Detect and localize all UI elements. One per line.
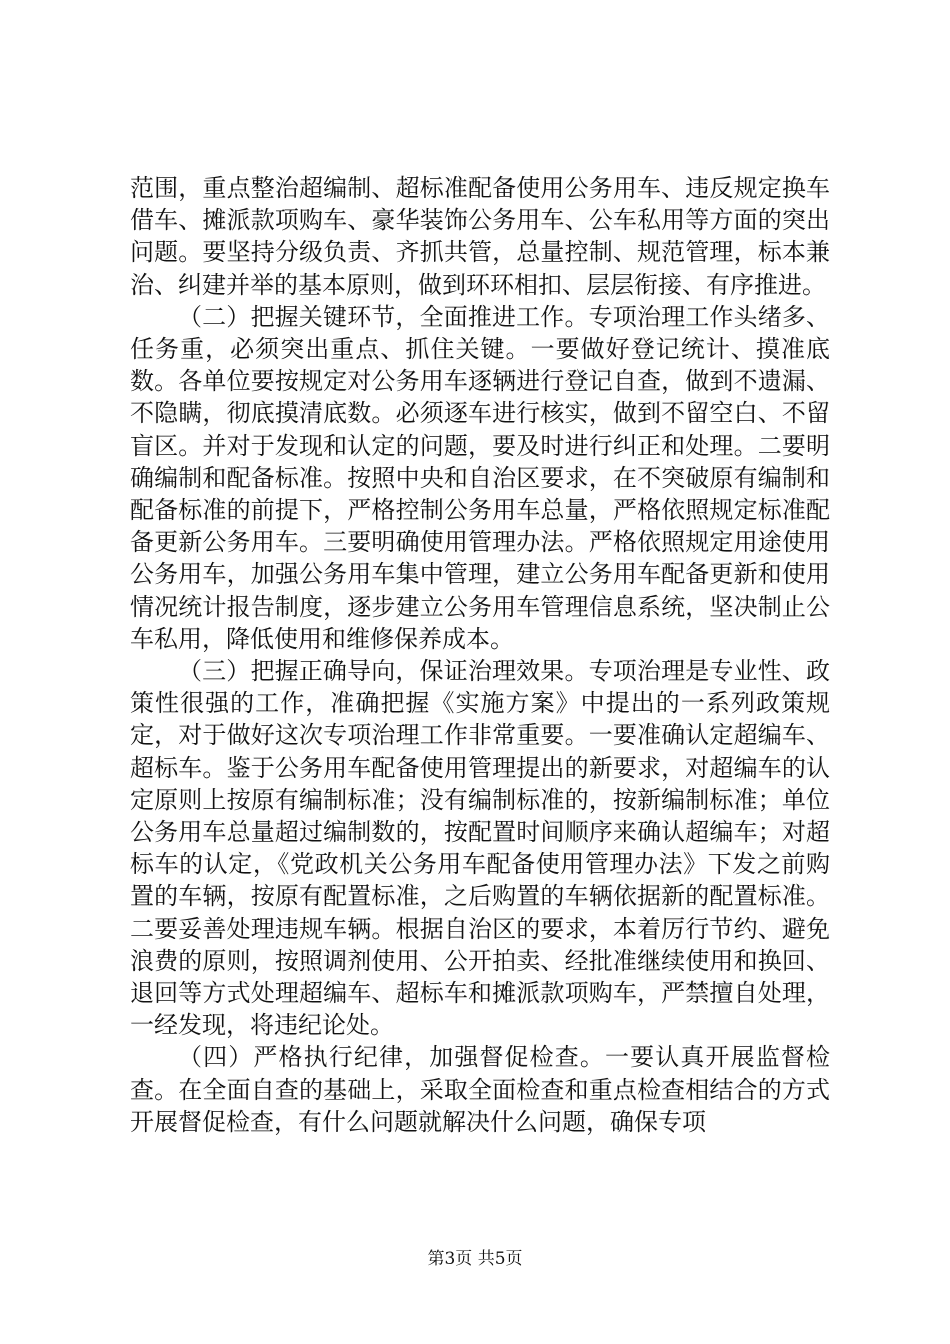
page-number-footer: 第3页 共5页: [427, 1249, 523, 1269]
paragraph-section-4: （四）严格执行纪律，加强督促检查。一要认真开展监督检查。在全面自查的基础上，采取全面检查和重点检查相结合的方式开展督促检查，有什么问题就解决什么问题，确保专项: [130, 1043, 830, 1136]
body-text: [130, 172, 830, 1138]
paragraph-section-2: （二）把握关键环节，全面推进工作。专项治理工作头绪多、任务重，必须突出重点、抓住关键。一要做好登记统计、摸准底数。各单位要按规定对公务用车逐辆进行登记自查，做到不遗漏、不隐瞒，彻底摸清底数。必须逐车进行核实，做到不留空白、不留盲区。并对于发现和认定的问题，要及时进行纠正和处理。二要明确编制和配备标准。按照中央和自治区要求，在不突破原有编制和配备标准的前提下，严格控制公务用车总量，严格依照规定标准配备更新公务用车。三要明确使用管理办法。严格依照规定用途使用公务用车，加强公务用车集中管理，建立公务用车配备更新和使用情况统计报告制度，逐步建立公务用车管理信息系统，坚决制止公车私用，降低使用和维修保养成本。: [130, 302, 830, 653]
paragraph-section-3: （三）把握正确导向，保证治理效果。专项治理是专业性、政策性很强的工作，准确把握《实施方案》中提出的一系列政策规定，对于做好这次专项治理工作非常重要。一要准确认定超编车、超标车。鉴于公务用车配备使用管理提出的新要求，对超编车的认定原则上按原有编制标准；没有编制标准的，按新编制标准；单位公务用车总量超过编制数的，按配置时间顺序来确认超编车；对超标车的认定，《党政机关公务用车配备使用管理办法》下发之前购置的车辆，按原有配置标准，之后购置的车辆依据新的配置标准。二要妥善处理违规车辆。根据自治区的要求，本着厉行节约、避免浪费的原则，按照调剂使用、公开拍卖、经批准继续使用和换回、退回等方式处理超编车、超标车和摊派款项购车，严禁擅自处理，一经发现，将违纪论处。: [130, 657, 830, 1040]
paragraph-continuation: 范围，重点整治超编制、超标准配备使用公务用车、违反规定换车借车、摊派款项购车、豪华装饰公务用车、公车私用等方面的突出问题。要坚持分级负责、齐抓共管，总量控制、规范管理，标本兼治、纠建并举的基本原则，做到环环相扣、层层衔接、有序推进。: [130, 174, 830, 299]
